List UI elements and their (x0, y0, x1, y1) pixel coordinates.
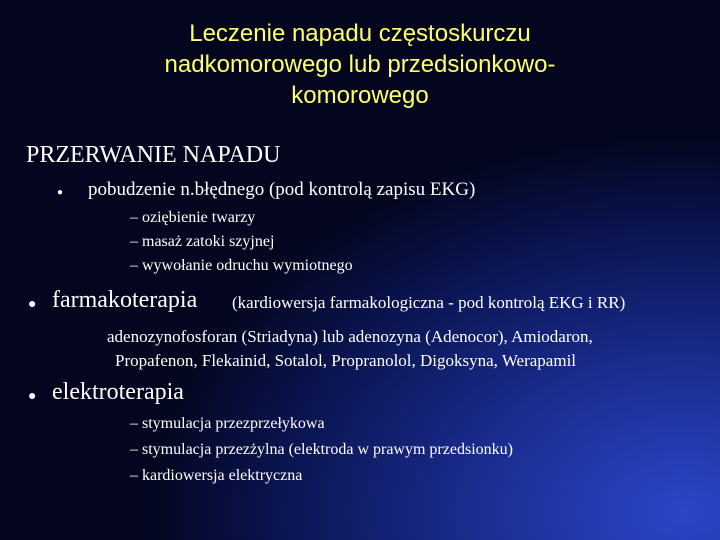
slide-title (60, 18, 660, 111)
title-line-2: nadkomorowego lub przedsionkowo- (164, 51, 556, 78)
title-line-1: Leczenie napadu częstoskurczu (189, 20, 531, 47)
item1-subitem: – oziębienie twarzy (130, 209, 256, 226)
item1-subitem: – wywołanie odruchu wymiotnego (130, 257, 353, 274)
title-line-3: komorowego (291, 82, 429, 109)
bullet-dot-icon: ● (28, 297, 37, 312)
item1-subitem: – masaż zatoki szyjnej (130, 233, 275, 250)
item3-subitem: – stymulacja przezżylna (elektroda w prawym przedsionku) (130, 441, 513, 458)
item2-description-line: Propafenon, Flekainid, Sotalol, Propranolol, Digoksyna, Werapamil (115, 351, 577, 370)
bullet-dot-icon: ● (28, 389, 37, 404)
item3-subitem: – stymulacja przezprzełykowa (130, 415, 325, 432)
section-heading: PRZERWANIE NAPADU (26, 142, 281, 168)
item3-subitem: – kardiowersja elektryczna (130, 467, 303, 484)
item1-text: pobudzenie n.błędnego (pod kontrolą zapisu EKG) (88, 179, 476, 200)
item2-note: (kardiowersja farmakologiczna - pod kontrolą EKG i RR) (232, 293, 626, 312)
item2-label: farmakoterapia (52, 287, 198, 313)
item3-label: elektroterapia (52, 379, 184, 405)
bullet-dot-icon: ● (57, 187, 64, 198)
item2-description-line: adenozynofosforan (Striadyna) lub adenozyna (Adenocor), Amiodaron, (107, 327, 593, 346)
